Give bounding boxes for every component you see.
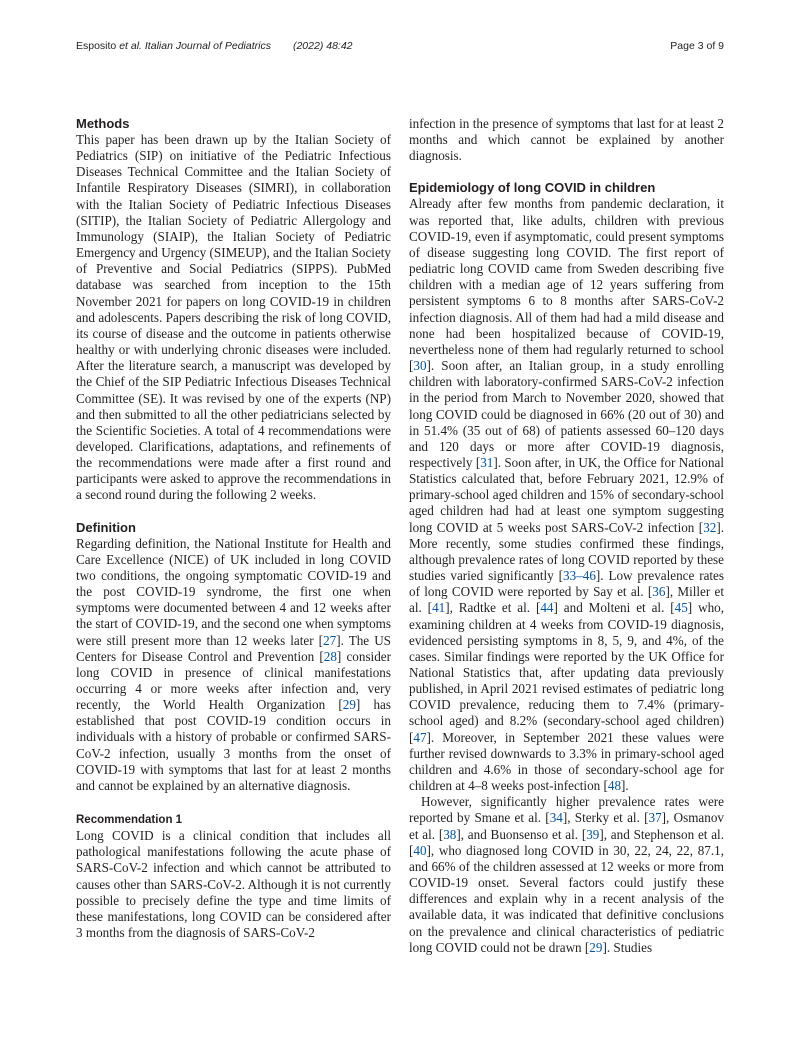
header-year-volume: (2022) 48:42 <box>292 40 353 52</box>
citation-link[interactable]: 29 <box>342 697 356 713</box>
recommendation-1-paragraph: Long COVID is a clinical condition that includes all pathological manifestations following the acute phase of SARS-CoV-2 infection and which cannot be attributed to causes other than SARS-CoV-2. Although it is not currently possible to precisely define the type and time limits of these manifestations, long COVID can be considered after 3 months from the diagnosis of SARS-CoV-2 <box>76 828 391 941</box>
epidemiology-heading: Epidemiology of long COVID in children <box>409 180 656 196</box>
header-etal: et al. <box>119 40 142 52</box>
right-column <box>409 116 724 956</box>
citation-link[interactable]: 33–46 <box>563 568 596 584</box>
citation-link[interactable]: 47 <box>413 729 427 745</box>
epidemiology-paragraph-1: Already after few months from pandemic declaration, it was reported that, like adults, children with previous COVID-19, even if asymptomatic, could present symptoms of disease suggesting long COVID. The first report of pediatric long COVID came from Sweden describing five children with a median age of 12 years suffering from persistent symptoms 6 to 8 months after SARS-CoV-2 infection diagnosis. All of them had had a mild disease and none had been hospitalized because of COVID-19, nevertheless none of them had regularly returned to school [30]. Soon after, an Italian group, in a study enrolling children with laboratory-confirmed SARS-CoV-2 infection in the period from March to November 2020, showed that long COVID could be diagnosed in 66% (20 out of 30) and in 51.4% (35 out of 68) of patients assessed 60–120 days and 120 days or more after COVID-19 diagnosis, respectively [31]. Soon after, in UK, the Office for National Statistics calculated that, before February 2021, 12.9% of primary-school aged children and 15% of secondary-school aged children had had at least one symptom suggesting long COVID at 5 weeks post SARS-CoV-2 infection [32]. More recently, some studies confirmed these findings, although prevalence rates of long COVID reported by these studies varied significantly [33–46]. Low prevalence rates of long COVID were reported by Say et al. [36], Miller et al. [41], Radtke et al. [44] and Molteni et al. [45] who, examining children at 4 weeks from COVID-19 diagnosis, evidenced persisting symptoms in 8, 5, 9, and 4%, of the cases. Similar findings were reported by the UK Office for National Statistics that, after updating data previously published, in April 2021 revised estimates of pediatric long COVID prevalence, reducing them to 7.4% (primary-school aged) and 8.2% (secondary-school aged children) [47]. Moreover, in September 2021 these values were further revised downwards to 3.3% in primary-school aged children and 4.6% in those of secondary-school age for children at 4–8 weeks post-infection [48]. <box>409 196 725 794</box>
recommendation-1-heading: Recommendation 1 <box>76 814 183 827</box>
citation-link[interactable]: 48 <box>607 778 622 794</box>
recommendation-1-continued: infection in the presence of symptoms that last for at least 2 months and which cannot be explained by another diagnosis. <box>409 116 724 164</box>
citation-link[interactable]: 32 <box>703 519 717 535</box>
citation-link[interactable]: 34 <box>549 810 563 826</box>
citation-link[interactable]: 40 <box>413 842 427 858</box>
citation-link[interactable]: 31 <box>480 454 494 470</box>
citation-link[interactable]: 45 <box>674 600 688 616</box>
header-citation <box>76 40 353 52</box>
citation-link[interactable]: 30 <box>413 358 427 374</box>
citation-link[interactable]: 29 <box>589 939 603 955</box>
page-number: Page 3 of 9 <box>670 40 724 52</box>
methods-heading: Methods <box>76 116 130 131</box>
running-header <box>76 40 724 56</box>
header-journal: Italian Journal of Pediatrics <box>144 40 271 52</box>
definition-heading: Definition <box>76 519 136 535</box>
citation-link[interactable]: 41 <box>432 600 446 616</box>
epidemiology-paragraph-2: However, significantly higher prevalence rates were reported by Smane et al. [34], Sterky et al. [37], Osmanov et al. [38], and Buonsenso et al. [39], and Stephenson et al. [40], who diagnosed long COVID in 30, 22, 24, 22, 87.1, and 66% of the children assessed at 12 weeks or more from COVID-19 onset. Several factors could justify these differences and explain why in a recent analysis of the available data, it was indicated that definitive conclusions on the prevalence and clinical characteristics of pediatric long COVID could not be drawn [29]. Studies <box>409 794 724 955</box>
citation-link[interactable]: 28 <box>323 648 337 664</box>
citation-link[interactable]: 27 <box>323 632 337 648</box>
citation-link[interactable]: 44 <box>540 600 554 616</box>
methods-paragraph: This paper has been drawn up by the Italian Society of Pediatrics (SIP) on initiative of the Pediatric Infectious Diseases Technical Committee and the Italian Society of Infantile Respiratory Diseases (SIMRI), in collaboration with the Italian Society of Pediatric Infectious Diseases (SITIP), the Italian Society of Pediatric Allergology and Immunology (SIAIP), the Italian Society of Pediatric Emergency and Urgency (SIMEUP), and the Italian Society of Preventive and Social Pediatrics (SIPPS). PubMed database was searched from inception to the 15th November 2021 for papers on long COVID-19 in children and adolescents. Papers describing the risk of long COVID, its course of disease and the outcome in patients otherwise healthy or with underlying chronic diseases were included. After the literature search, a manuscript was developed by the Chief of the SIP Pediatric Infectious Diseases Technical Committee (SE). It was revised by one of the experts (NP) and then submitted to all the other pediatricians selected by the Scientific Societies. A total of 4 recommendations were developed. Clarifications, adaptations, and refinements of the recommendations were made after a first round and participants were asked to approve the recommendations in a second round during the following 2 weeks. <box>76 132 391 503</box>
citation-link[interactable]: 39 <box>586 826 600 842</box>
citation-link[interactable]: 38 <box>443 826 457 842</box>
left-column <box>76 116 391 941</box>
header-authors: Esposito <box>76 40 117 52</box>
citation-link[interactable]: 37 <box>648 810 662 826</box>
definition-paragraph: Regarding definition, the National Institute for Health and Care Excellence (NICE) of UK included in long COVID two conditions, the ongoing symptomatic COVID-19 and the post COVID-19 syndrome, the first one when symptoms were documented between 4 and 12 weeks after the start of COVID-19, and the second one when symptoms were still present more than 12 weeks later [27]. The US Centers for Disease Control and Prevention [28] consider long COVID in presence of clinical manifestations occurring 4 or more weeks after infection and, very recently, the World Health Organization [29] has established that post COVID-19 condition occurs in individuals with a history of probable or confirmed SARS-CoV-2 infection, usually 3 months from the onset of COVID-19 with symptoms that last for at least 2 months and cannot be explained by an alternative diagnosis. <box>76 535 391 793</box>
citation-link[interactable]: 36 <box>652 584 666 600</box>
